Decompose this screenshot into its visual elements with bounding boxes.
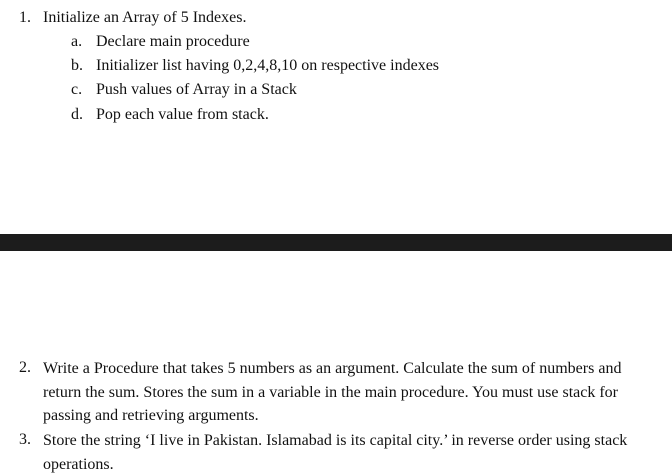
item-3-text: Store the string ‘I live in Pakistan. Islamabad is its capital city.’ in reverse order using stack operations.: [43, 432, 628, 473]
item-2-text: Write a Procedure that takes 5 numbers as an argument. Calculate the sum of numbers and return the sum. Stores the sum in a variable in the main procedure. You must use stack for passing and retrieving arguments.: [43, 360, 622, 424]
page-divider: [0, 234, 672, 251]
item-1c-text: Push values of Array in a Stack: [96, 81, 297, 98]
item-1-number: 1.: [19, 9, 31, 26]
item-1d-letter: d.: [71, 106, 83, 123]
item-1a-letter: a.: [71, 33, 83, 50]
item-1b-text: Initializer list having 0,2,4,8,10 on respective indexes: [96, 57, 440, 74]
item-2-number: 2.: [19, 359, 31, 376]
item-1d-text: Pop each value from stack.: [96, 106, 269, 123]
item-1-text: Initialize an Array of 5 Indexes.: [43, 9, 247, 26]
item-1a-text: Declare main procedure: [96, 33, 250, 50]
item-1b-letter: b.: [71, 57, 83, 74]
item-1c-letter: c.: [71, 81, 83, 98]
item-3-number: 3.: [19, 431, 31, 448]
